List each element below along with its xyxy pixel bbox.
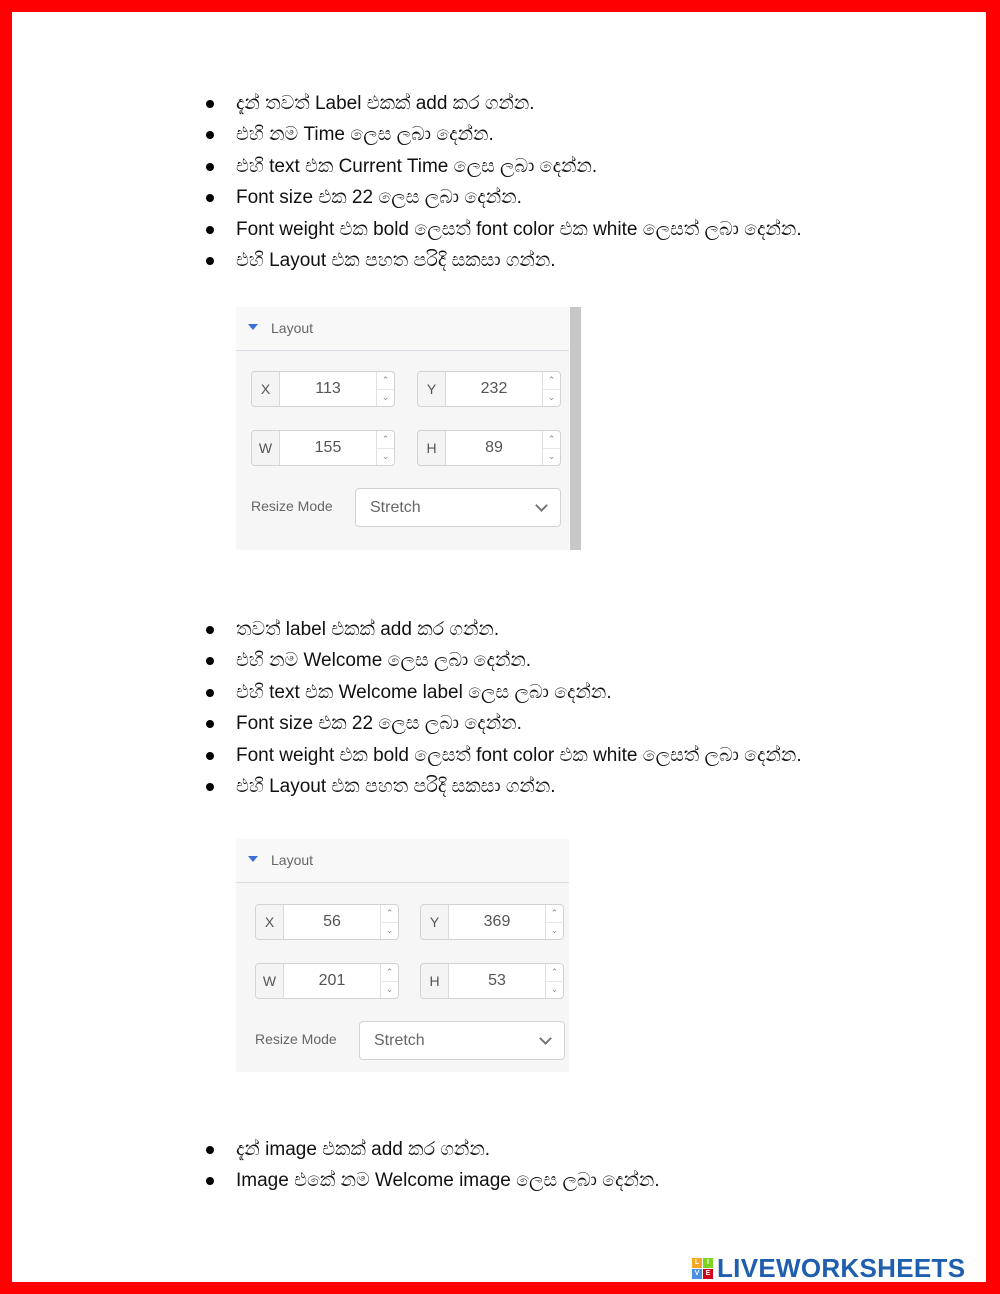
resize-mode-select[interactable] [359, 1021, 565, 1060]
list-item-text: Image එකේ නම Welcome image ලෙස ලබා දෙන්න. [236, 1170, 660, 1192]
list-item-text: Font weight එක bold ලෙසත් font color එක white ලෙසත් ලබා දෙන්න. [236, 218, 802, 240]
bullet-icon [206, 689, 214, 697]
chevron-down-icon[interactable]: ⌄ [381, 392, 390, 402]
list-item-text: තවත් label එකක් add කර ගන්න. [236, 619, 500, 640]
w-field-key: W [252, 431, 280, 465]
list-item [204, 182, 802, 213]
list-item [204, 245, 802, 276]
list-item-text: එහි Layout එක පහත පරිදි සකසා ගන්න. [236, 775, 556, 797]
chevron-down-icon[interactable]: ⌄ [381, 451, 390, 461]
chevron-up-icon[interactable]: ⌃ [381, 964, 398, 982]
list-item-text: දැන් image එකක් add කර ගන්න. [236, 1139, 491, 1160]
list-item-text: Font size එක 22 ලෙස ලබා දෙන්න. [236, 187, 522, 209]
h-field[interactable] [417, 430, 561, 466]
instruction-list-2 [204, 614, 802, 802]
y-field[interactable] [417, 371, 561, 407]
w-field[interactable] [255, 963, 399, 999]
h-stepper[interactable] [545, 964, 563, 998]
layout-panel-time [236, 307, 569, 550]
list-item [204, 1134, 660, 1165]
caret-down-icon[interactable] [248, 856, 258, 862]
list-item [204, 1165, 660, 1196]
w-field-value[interactable]: 201 [318, 972, 346, 989]
bullet-icon [206, 257, 214, 265]
list-item-text: එහි නම Time ලෙස ලබා දෙන්න. [236, 124, 494, 146]
y-field[interactable] [420, 904, 564, 940]
layout-panel-welcome [236, 839, 569, 1072]
w-stepper[interactable] [380, 964, 398, 998]
chevron-down-icon[interactable] [535, 499, 548, 512]
w-field-key: W [256, 964, 284, 998]
list-item-text: Font weight එක bold ලෙසත් font color එක white ලෙසත් ලබා දෙන්න. [236, 744, 802, 766]
h-field-value[interactable]: 53 [488, 972, 506, 989]
w-field[interactable] [251, 430, 395, 466]
layout-panel-title: Layout [271, 320, 314, 336]
h-field[interactable] [420, 963, 564, 999]
list-item [204, 151, 802, 182]
y-field-value[interactable]: 369 [483, 913, 511, 930]
x-field[interactable] [251, 371, 395, 407]
resize-mode-label: Resize Mode [251, 498, 333, 514]
layout-panel-title: Layout [271, 852, 314, 868]
list-item [204, 88, 802, 119]
x-field-value[interactable]: 113 [315, 380, 341, 397]
bullet-icon [206, 194, 214, 202]
caret-down-icon[interactable] [248, 324, 258, 330]
w-stepper[interactable] [376, 431, 394, 465]
w-field-value[interactable]: 155 [314, 439, 342, 456]
x-field[interactable] [255, 904, 399, 940]
chevron-up-icon[interactable]: ⌃ [377, 372, 394, 390]
list-item [204, 614, 802, 645]
y-stepper[interactable] [545, 905, 563, 939]
x-field-value[interactable]: 56 [323, 913, 341, 930]
resize-mode-value: Stretch [370, 499, 421, 516]
resize-mode-label: Resize Mode [255, 1031, 337, 1047]
chevron-up-icon[interactable]: ⌃ [546, 964, 563, 982]
list-item [204, 645, 802, 676]
chevron-down-icon[interactable] [539, 1032, 552, 1045]
x-field-key: X [256, 905, 284, 939]
y-stepper[interactable] [542, 372, 560, 406]
logo-mark-letter: L [692, 1258, 702, 1268]
list-item [204, 119, 802, 150]
chevron-down-icon[interactable]: ⌄ [385, 984, 394, 994]
x-stepper[interactable] [376, 372, 394, 406]
chevron-down-icon[interactable]: ⌄ [550, 984, 559, 994]
bullet-icon [206, 1177, 214, 1185]
list-item [204, 740, 802, 771]
bullet-icon [206, 163, 214, 171]
h-stepper[interactable] [542, 431, 560, 465]
list-item [204, 708, 802, 739]
bullet-icon [206, 752, 214, 760]
list-item [204, 677, 802, 708]
chevron-down-icon[interactable]: ⌄ [550, 925, 559, 935]
logo-mark-letter: E [703, 1269, 713, 1279]
h-field-key: H [421, 964, 449, 998]
bullet-icon [206, 100, 214, 108]
chevron-down-icon[interactable]: ⌄ [547, 392, 556, 402]
logo-mark-letter: I [703, 1258, 713, 1268]
chevron-up-icon[interactable]: ⌃ [381, 905, 398, 923]
logo-text: LIVEWORKSHEETS [717, 1253, 966, 1283]
resize-mode-select[interactable] [355, 488, 561, 527]
y-field-key: Y [421, 905, 449, 939]
x-field-key: X [252, 372, 280, 406]
instruction-list-3 [204, 1134, 660, 1197]
h-field-value[interactable]: 89 [485, 439, 503, 456]
bullet-icon [206, 1146, 214, 1154]
layout-panel-header[interactable] [236, 839, 569, 883]
scrollbar[interactable] [570, 307, 581, 550]
liveworksheets-logo [692, 1253, 986, 1286]
chevron-up-icon[interactable]: ⌃ [543, 372, 560, 390]
bullet-icon [206, 720, 214, 728]
list-item-text: එහි Layout එක පහත පරිදි සකසා ගන්න. [236, 249, 556, 271]
chevron-down-icon[interactable]: ⌄ [385, 925, 394, 935]
bullet-icon [206, 226, 214, 234]
chevron-down-icon[interactable]: ⌄ [547, 451, 556, 461]
list-item [204, 214, 802, 245]
bullet-icon [206, 131, 214, 139]
logo-mark-icon [692, 1258, 714, 1280]
y-field-value[interactable]: 232 [480, 380, 508, 397]
resize-mode-value: Stretch [374, 1032, 425, 1049]
chevron-up-icon[interactable]: ⌃ [377, 431, 394, 449]
bullet-icon [206, 626, 214, 634]
logo-mark-letter: V [692, 1269, 702, 1279]
y-field-key: Y [418, 372, 446, 406]
list-item-text: එහි text එක Current Time ලෙස ලබා දෙන්න. [236, 155, 598, 177]
instruction-list-1 [204, 88, 802, 276]
h-field-key: H [418, 431, 446, 465]
bullet-icon [206, 783, 214, 791]
chevron-up-icon[interactable]: ⌃ [546, 905, 563, 923]
list-item [204, 771, 802, 802]
list-item-text: එහි text එක Welcome label ලෙස ලබා දෙන්න. [236, 681, 612, 703]
list-item-text: දැන් තවත් Label එකක් add කර ගන්න. [236, 93, 535, 114]
list-item-text: Font size එක 22 ලෙස ලබා දෙන්න. [236, 713, 522, 735]
x-stepper[interactable] [380, 905, 398, 939]
bullet-icon [206, 657, 214, 665]
chevron-up-icon[interactable]: ⌃ [543, 431, 560, 449]
list-item-text: එහි නම Welcome ලෙස ලබා දෙන්න. [236, 650, 532, 672]
layout-panel-header[interactable] [236, 307, 569, 351]
